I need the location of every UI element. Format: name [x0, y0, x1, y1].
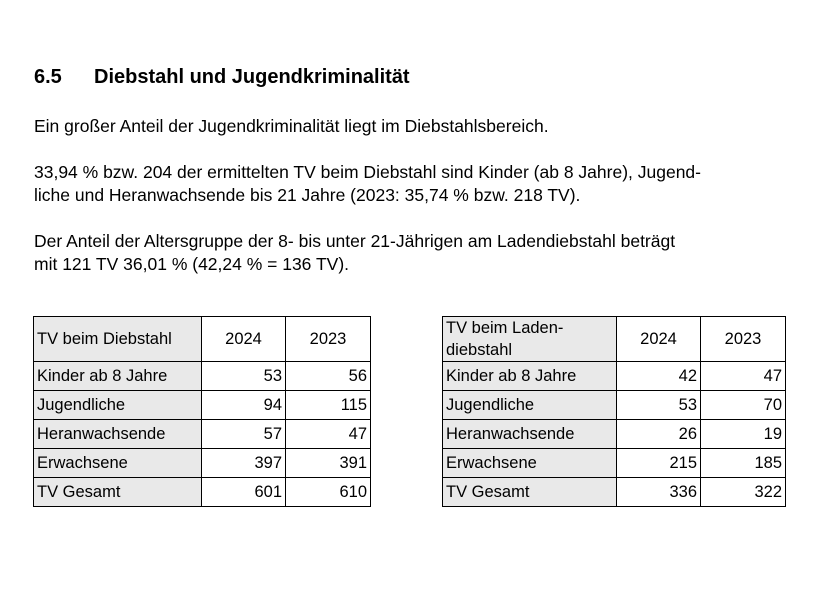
table-row	[443, 362, 786, 391]
row-label: TV Gesamt	[443, 478, 617, 507]
cell-2024: 26	[617, 420, 701, 449]
cell-2024: 601	[202, 478, 286, 507]
row-label: Jugendliche	[34, 391, 202, 420]
paragraph-line: liche und Heranwachsende bis 21 Jahre (2023: 35,74 % bzw. 218 TV).	[34, 185, 581, 205]
cell-2024: 53	[617, 391, 701, 420]
table-row	[443, 391, 786, 420]
section-number: 6.5	[34, 66, 62, 88]
table-row	[34, 449, 371, 478]
theft-table	[33, 316, 371, 507]
cell-2024: 397	[202, 449, 286, 478]
cell-2023: 610	[286, 478, 371, 507]
cell-2024: 57	[202, 420, 286, 449]
table-row-total	[34, 478, 371, 507]
table-row	[34, 420, 371, 449]
paragraph-line: mit 121 TV 36,01 % (42,24 % = 136 TV).	[34, 254, 350, 274]
row-label: Erwachsene	[443, 449, 617, 478]
row-label: Kinder ab 8 Jahre	[443, 362, 617, 391]
column-header-line: diebstahl	[446, 341, 513, 359]
table-row-total	[443, 478, 786, 507]
cell-2024: 42	[617, 362, 701, 391]
column-header-2023: 2023	[701, 317, 786, 362]
paragraph-shoplifting-share	[34, 230, 675, 276]
cell-2023: 322	[701, 478, 786, 507]
cell-2024: 215	[617, 449, 701, 478]
row-label: TV Gesamt	[34, 478, 202, 507]
column-header-category: TV beim Diebstahl	[34, 317, 202, 362]
cell-2024: 53	[202, 362, 286, 391]
cell-2023: 70	[701, 391, 786, 420]
row-label: Erwachsene	[34, 449, 202, 478]
column-header-category	[443, 317, 617, 362]
table-row	[34, 391, 371, 420]
table-row	[443, 420, 786, 449]
cell-2024: 336	[617, 478, 701, 507]
paragraph-theft-share	[34, 161, 701, 207]
column-header-2024: 2024	[617, 317, 701, 362]
row-label: Heranwachsende	[34, 420, 202, 449]
paragraph-text: Ein großer Anteil der Jugendkriminalität liegt im Diebstahlsbereich.	[34, 116, 549, 136]
paragraph-intro	[34, 115, 549, 138]
paragraph-line: Der Anteil der Altersgruppe der 8- bis unter 21-Jährigen am Ladendiebstahl beträgt	[34, 231, 676, 251]
row-label: Jugendliche	[443, 391, 617, 420]
cell-2023: 47	[701, 362, 786, 391]
cell-2023: 47	[286, 420, 371, 449]
cell-2024: 94	[202, 391, 286, 420]
row-label: Heranwachsende	[443, 420, 617, 449]
row-label: Kinder ab 8 Jahre	[34, 362, 202, 391]
table-row	[443, 449, 786, 478]
cell-2023: 185	[701, 449, 786, 478]
column-header-2023: 2023	[286, 317, 371, 362]
column-header-line: TV beim Laden-	[446, 319, 564, 337]
section-title: Diebstahl und Jugendkriminalität	[94, 66, 410, 88]
table-header-row	[34, 317, 371, 362]
table-row	[34, 362, 371, 391]
table-header-row	[443, 317, 786, 362]
cell-2023: 56	[286, 362, 371, 391]
shoplifting-table	[442, 316, 786, 507]
column-header-2024: 2024	[202, 317, 286, 362]
paragraph-line: 33,94 % bzw. 204 der ermittelten TV beim Diebstahl sind Kinder (ab 8 Jahre), Jugend-	[34, 162, 701, 182]
cell-2023: 19	[701, 420, 786, 449]
cell-2023: 115	[286, 391, 371, 420]
section-heading	[34, 66, 410, 89]
cell-2023: 391	[286, 449, 371, 478]
